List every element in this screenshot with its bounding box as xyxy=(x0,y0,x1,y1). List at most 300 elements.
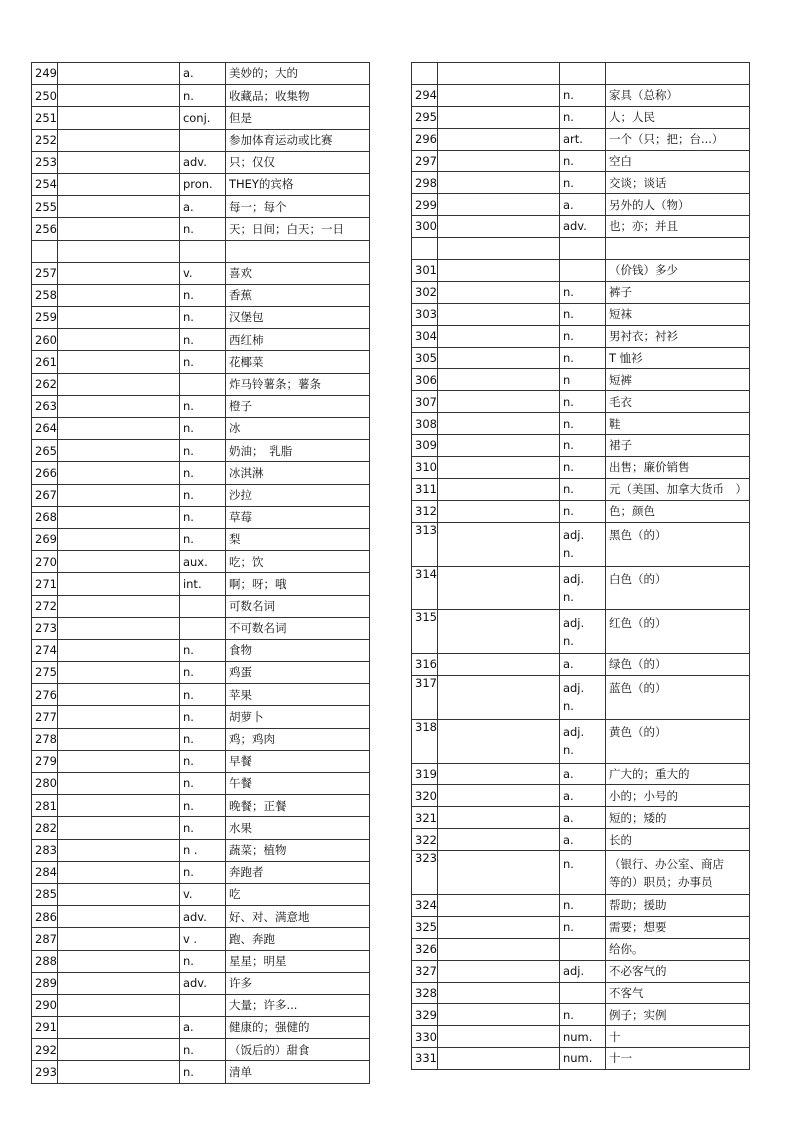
vocab-row xyxy=(412,128,750,150)
definition: 不可数名词 xyxy=(225,617,369,639)
word-cell xyxy=(437,172,559,194)
entry-number xyxy=(412,63,438,85)
part-of-speech: conj. xyxy=(179,107,225,129)
definition: 帮助；援助 xyxy=(605,894,749,916)
definition: 晚餐；正餐 xyxy=(225,795,369,817)
definition: 短袜 xyxy=(605,303,749,325)
word-cell xyxy=(57,773,179,795)
definition: 不必客气的 xyxy=(605,960,749,982)
part-of-speech: a. xyxy=(559,763,605,785)
entry-number: 288 xyxy=(32,950,58,972)
entry-number: 260 xyxy=(32,329,58,351)
vocab-row xyxy=(32,85,370,107)
part-of-speech xyxy=(179,240,225,262)
entry-number: 255 xyxy=(32,196,58,218)
vocab-row xyxy=(32,972,370,994)
definition: 沙拉 xyxy=(225,484,369,506)
entry-number: 300 xyxy=(412,216,438,238)
definition: 给你。 xyxy=(605,938,749,960)
definition: 需要；想要 xyxy=(605,916,749,938)
part-of-speech-line: adj. xyxy=(562,571,585,586)
part-of-speech: n. xyxy=(559,325,605,347)
entry-number: 271 xyxy=(32,573,58,595)
entry-number: 283 xyxy=(32,839,58,861)
definition: 奔跑者 xyxy=(225,861,369,883)
word-cell xyxy=(57,63,179,85)
part-of-speech: n. xyxy=(559,106,605,128)
part-of-speech: n. xyxy=(179,950,225,972)
vocab-row xyxy=(412,829,750,851)
part-of-speech xyxy=(559,566,605,610)
part-of-speech xyxy=(179,617,225,639)
definition: 橙子 xyxy=(225,395,369,417)
vocab-row xyxy=(412,675,750,719)
vocab-row xyxy=(32,506,370,528)
definition-line xyxy=(609,697,749,715)
word-cell xyxy=(57,196,179,218)
part-of-speech: art. xyxy=(559,128,605,150)
word-cell xyxy=(437,391,559,413)
part-of-speech-line: adj. xyxy=(562,681,585,696)
entry-number: 329 xyxy=(412,1004,438,1026)
entry-number: 316 xyxy=(412,654,438,676)
word-cell xyxy=(57,950,179,972)
entry-number: 312 xyxy=(412,500,438,522)
part-of-speech: v. xyxy=(179,883,225,905)
entry-number: 294 xyxy=(412,84,438,106)
part-of-speech xyxy=(559,260,605,282)
definition xyxy=(605,719,749,763)
entry-number: 264 xyxy=(32,418,58,440)
vocab-row xyxy=(32,218,370,240)
entry-number: 310 xyxy=(412,457,438,479)
vocab-row xyxy=(32,240,370,262)
entry-number: 325 xyxy=(412,916,438,938)
vocab-row xyxy=(32,151,370,173)
definition: 午餐 xyxy=(225,773,369,795)
word-cell xyxy=(57,85,179,107)
word-cell xyxy=(437,194,559,216)
part-of-speech: num. xyxy=(559,1026,605,1048)
definition: 十一 xyxy=(605,1048,749,1070)
part-of-speech: int. xyxy=(179,573,225,595)
entry-number: 274 xyxy=(32,639,58,661)
part-of-speech xyxy=(559,63,605,85)
definition-line: 红色（的） xyxy=(608,615,667,630)
part-of-speech: n . xyxy=(179,839,225,861)
word-cell xyxy=(437,982,559,1004)
vocab-row xyxy=(412,960,750,982)
vocab-table-left xyxy=(31,62,370,1084)
vocab-row xyxy=(32,1017,370,1039)
word-cell xyxy=(57,639,179,661)
word-cell xyxy=(437,1048,559,1070)
part-of-speech xyxy=(179,994,225,1016)
entry-number: 277 xyxy=(32,706,58,728)
part-of-speech: adv. xyxy=(179,151,225,173)
word-cell xyxy=(437,478,559,500)
vocab-row xyxy=(412,106,750,128)
vocab-row xyxy=(412,303,750,325)
definition-line: 蓝色（的） xyxy=(608,681,667,696)
definition-line: 黄色（的） xyxy=(608,725,667,740)
word-cell xyxy=(57,1039,179,1061)
entry-number: 272 xyxy=(32,595,58,617)
vocab-row xyxy=(32,750,370,772)
part-of-speech: a. xyxy=(559,654,605,676)
word-cell xyxy=(437,106,559,128)
word-cell xyxy=(57,418,179,440)
vocab-row xyxy=(412,413,750,435)
definition: 冰淇淋 xyxy=(225,462,369,484)
part-of-speech xyxy=(559,610,605,654)
vocab-row xyxy=(32,617,370,639)
entry-number: 256 xyxy=(32,218,58,240)
entry-number: 311 xyxy=(412,478,438,500)
entry-number: 303 xyxy=(412,303,438,325)
part-of-speech: n. xyxy=(179,395,225,417)
entry-number: 323 xyxy=(412,851,438,895)
vocab-row xyxy=(412,500,750,522)
word-cell xyxy=(57,1017,179,1039)
part-of-speech: v . xyxy=(179,928,225,950)
definition-line: （银行、办公室、商店 xyxy=(608,856,724,871)
word-cell xyxy=(437,675,559,719)
vocab-row xyxy=(32,528,370,550)
vocab-row xyxy=(412,1026,750,1048)
definition: 但是 xyxy=(225,107,369,129)
entry-number: 252 xyxy=(32,129,58,151)
word-cell xyxy=(437,719,559,763)
word-cell xyxy=(57,129,179,151)
word-cell xyxy=(57,617,179,639)
entry-number: 298 xyxy=(412,172,438,194)
part-of-speech: a. xyxy=(559,807,605,829)
vocab-row xyxy=(32,107,370,129)
word-cell xyxy=(57,462,179,484)
part-of-speech xyxy=(559,851,605,895)
definition: 收藏品；收集物 xyxy=(225,85,369,107)
definition: 人；人民 xyxy=(605,106,749,128)
definition: 喜欢 xyxy=(225,262,369,284)
definition: 美妙的；大的 xyxy=(225,63,369,85)
part-of-speech: n. xyxy=(179,706,225,728)
entry-number: 304 xyxy=(412,325,438,347)
entry-number: 297 xyxy=(412,150,438,172)
part-of-speech: n. xyxy=(559,150,605,172)
entry-number: 307 xyxy=(412,391,438,413)
entry-number: 317 xyxy=(412,675,438,719)
word-cell xyxy=(57,173,179,195)
definition: 炸马铃薯条；薯条 xyxy=(225,373,369,395)
vocab-row xyxy=(32,883,370,905)
vocab-row xyxy=(412,238,750,260)
definition: 冰 xyxy=(225,418,369,440)
part-of-speech-line: n. xyxy=(562,589,574,604)
vocab-row xyxy=(412,894,750,916)
definition: 吃；饮 xyxy=(225,551,369,573)
part-of-speech: a. xyxy=(559,829,605,851)
entry-number: 313 xyxy=(412,522,438,566)
definition: 胡萝卜 xyxy=(225,706,369,728)
part-of-speech: a. xyxy=(179,196,225,218)
definition: 吃 xyxy=(225,883,369,905)
vocab-row xyxy=(412,325,750,347)
definition: 另外的人（物） xyxy=(605,194,749,216)
definition: 啊；呀；哦 xyxy=(225,573,369,595)
entry-number: 308 xyxy=(412,413,438,435)
part-of-speech: n. xyxy=(179,85,225,107)
definition: 十 xyxy=(605,1026,749,1048)
definition: 男衬衣；衬衫 xyxy=(605,325,749,347)
word-cell xyxy=(57,839,179,861)
definition: 食物 xyxy=(225,639,369,661)
vocab-row xyxy=(32,662,370,684)
vocab-row xyxy=(32,262,370,284)
part-of-speech: n. xyxy=(559,391,605,413)
entry-number: 305 xyxy=(412,347,438,369)
definition xyxy=(605,63,749,85)
vocab-row xyxy=(32,706,370,728)
entry-number: 265 xyxy=(32,440,58,462)
definition: 参加体育运动或比赛 xyxy=(225,129,369,151)
definition-line xyxy=(609,544,749,562)
entry-number: 285 xyxy=(32,883,58,905)
word-cell xyxy=(57,750,179,772)
part-of-speech xyxy=(179,595,225,617)
entry-number: 262 xyxy=(32,373,58,395)
entry-number: 253 xyxy=(32,151,58,173)
word-cell xyxy=(57,506,179,528)
part-of-speech: num. xyxy=(559,1048,605,1070)
definition: （价钱）多少 xyxy=(605,260,749,282)
part-of-speech: n. xyxy=(179,506,225,528)
word-cell xyxy=(437,128,559,150)
definition: 短裤 xyxy=(605,369,749,391)
part-of-speech xyxy=(559,675,605,719)
part-of-speech: a. xyxy=(179,1017,225,1039)
entry-number: 326 xyxy=(412,938,438,960)
word-cell xyxy=(57,573,179,595)
definition: 清单 xyxy=(225,1061,369,1083)
word-cell xyxy=(57,307,179,329)
word-cell xyxy=(437,785,559,807)
entry-number: 257 xyxy=(32,262,58,284)
entry-number: 269 xyxy=(32,528,58,550)
part-of-speech: n. xyxy=(179,639,225,661)
definition: 跑、奔跑 xyxy=(225,928,369,950)
part-of-speech: n. xyxy=(559,435,605,457)
vocab-row xyxy=(412,216,750,238)
entry-number: 279 xyxy=(32,750,58,772)
definition: 可数名词 xyxy=(225,595,369,617)
entry-number: 249 xyxy=(32,63,58,85)
part-of-speech: n. xyxy=(179,418,225,440)
part-of-speech-line: n. xyxy=(562,546,574,561)
word-cell xyxy=(437,654,559,676)
part-of-speech: n xyxy=(559,369,605,391)
word-cell xyxy=(57,218,179,240)
definition: 早餐 xyxy=(225,750,369,772)
entry-number: 318 xyxy=(412,719,438,763)
entry-number: 331 xyxy=(412,1048,438,1070)
vocab-row xyxy=(412,654,750,676)
definition xyxy=(605,675,749,719)
part-of-speech: n. xyxy=(559,894,605,916)
word-cell xyxy=(437,960,559,982)
vocab-row xyxy=(412,522,750,566)
definition: 只；仅仅 xyxy=(225,151,369,173)
definition: 星星；明星 xyxy=(225,950,369,972)
word-cell xyxy=(57,684,179,706)
definition: 每一；每个 xyxy=(225,196,369,218)
part-of-speech: n. xyxy=(179,1061,225,1083)
definition-line xyxy=(609,632,749,650)
definition: 健康的；强健的 xyxy=(225,1017,369,1039)
vocab-row xyxy=(412,457,750,479)
definition: 家具（总称） xyxy=(605,84,749,106)
vocab-row xyxy=(32,928,370,950)
word-cell xyxy=(437,325,559,347)
vocab-row xyxy=(412,610,750,654)
vocab-row xyxy=(412,347,750,369)
part-of-speech: n. xyxy=(179,728,225,750)
part-of-speech: n. xyxy=(179,351,225,373)
entry-number xyxy=(32,240,58,262)
entry-number: 289 xyxy=(32,972,58,994)
vocab-row xyxy=(412,194,750,216)
entry-number xyxy=(412,238,438,260)
part-of-speech xyxy=(559,938,605,960)
word-cell xyxy=(437,303,559,325)
vocab-row xyxy=(412,391,750,413)
word-cell xyxy=(57,240,179,262)
vocab-row xyxy=(32,129,370,151)
vocab-row xyxy=(32,684,370,706)
vocab-row xyxy=(32,351,370,373)
part-of-speech xyxy=(179,129,225,151)
vocab-row xyxy=(32,906,370,928)
entry-number: 292 xyxy=(32,1039,58,1061)
vocab-row xyxy=(412,478,750,500)
definition: THEY的宾格 xyxy=(225,173,369,195)
part-of-speech xyxy=(559,238,605,260)
part-of-speech: n. xyxy=(179,795,225,817)
part-of-speech: v. xyxy=(179,262,225,284)
vocab-row xyxy=(32,861,370,883)
word-cell xyxy=(437,150,559,172)
vocab-row xyxy=(32,573,370,595)
part-of-speech: n. xyxy=(559,413,605,435)
part-of-speech: n. xyxy=(559,500,605,522)
entry-number: 278 xyxy=(32,728,58,750)
entry-number: 267 xyxy=(32,484,58,506)
word-cell xyxy=(57,284,179,306)
vocab-row xyxy=(412,1004,750,1026)
vocab-row xyxy=(412,150,750,172)
word-cell xyxy=(57,928,179,950)
entry-number: 251 xyxy=(32,107,58,129)
entry-number: 275 xyxy=(32,662,58,684)
vocab-row xyxy=(412,938,750,960)
vocab-row xyxy=(412,1048,750,1070)
part-of-speech-line: adj. xyxy=(562,615,585,630)
definition: 交谈；谈话 xyxy=(605,172,749,194)
word-cell xyxy=(437,347,559,369)
part-of-speech: n. xyxy=(179,528,225,550)
vocab-row xyxy=(32,418,370,440)
entry-number: 259 xyxy=(32,307,58,329)
part-of-speech: n. xyxy=(559,281,605,303)
definition xyxy=(225,240,369,262)
definition-line: 白色（的） xyxy=(608,571,667,586)
part-of-speech: n. xyxy=(179,861,225,883)
word-cell xyxy=(57,861,179,883)
word-cell xyxy=(437,1004,559,1026)
vocab-row xyxy=(32,795,370,817)
word-cell xyxy=(57,595,179,617)
part-of-speech: n. xyxy=(179,484,225,506)
part-of-speech: n. xyxy=(559,1004,605,1026)
entry-number: 315 xyxy=(412,610,438,654)
definition-line: 黑色（的） xyxy=(608,528,667,543)
definition: 裙子 xyxy=(605,435,749,457)
word-cell xyxy=(437,566,559,610)
vocab-row xyxy=(412,566,750,610)
vocab-row xyxy=(412,851,750,895)
vocab-row xyxy=(32,994,370,1016)
word-cell xyxy=(437,435,559,457)
definition: 短的；矮的 xyxy=(605,807,749,829)
entry-number: 287 xyxy=(32,928,58,950)
vocab-row xyxy=(412,435,750,457)
word-cell xyxy=(437,938,559,960)
vocab-row xyxy=(412,172,750,194)
word-cell xyxy=(437,413,559,435)
entry-number: 314 xyxy=(412,566,438,610)
word-cell xyxy=(57,262,179,284)
part-of-speech-line: adj. xyxy=(562,725,585,740)
part-of-speech: n. xyxy=(179,284,225,306)
definition: 鸡蛋 xyxy=(225,662,369,684)
vocab-row xyxy=(32,639,370,661)
part-of-speech: a. xyxy=(559,785,605,807)
entry-number: 324 xyxy=(412,894,438,916)
definition: 花椰菜 xyxy=(225,351,369,373)
part-of-speech: aux. xyxy=(179,551,225,573)
definition: 鞋 xyxy=(605,413,749,435)
part-of-speech xyxy=(559,522,605,566)
entry-number: 284 xyxy=(32,861,58,883)
definition: 西红柿 xyxy=(225,329,369,351)
definition: 广大的；重大的 xyxy=(605,763,749,785)
entry-number: 268 xyxy=(32,506,58,528)
part-of-speech: n. xyxy=(559,478,605,500)
part-of-speech: n. xyxy=(179,662,225,684)
word-cell xyxy=(437,829,559,851)
definition: 大量；许多... xyxy=(225,994,369,1016)
entry-number: 306 xyxy=(412,369,438,391)
word-cell xyxy=(57,373,179,395)
part-of-speech: n. xyxy=(559,84,605,106)
definition: 水果 xyxy=(225,817,369,839)
vocab-row xyxy=(412,63,750,85)
entry-number: 273 xyxy=(32,617,58,639)
entry-number: 266 xyxy=(32,462,58,484)
definition: T 恤衫 xyxy=(605,347,749,369)
vocab-row xyxy=(412,785,750,807)
vocab-row xyxy=(32,196,370,218)
